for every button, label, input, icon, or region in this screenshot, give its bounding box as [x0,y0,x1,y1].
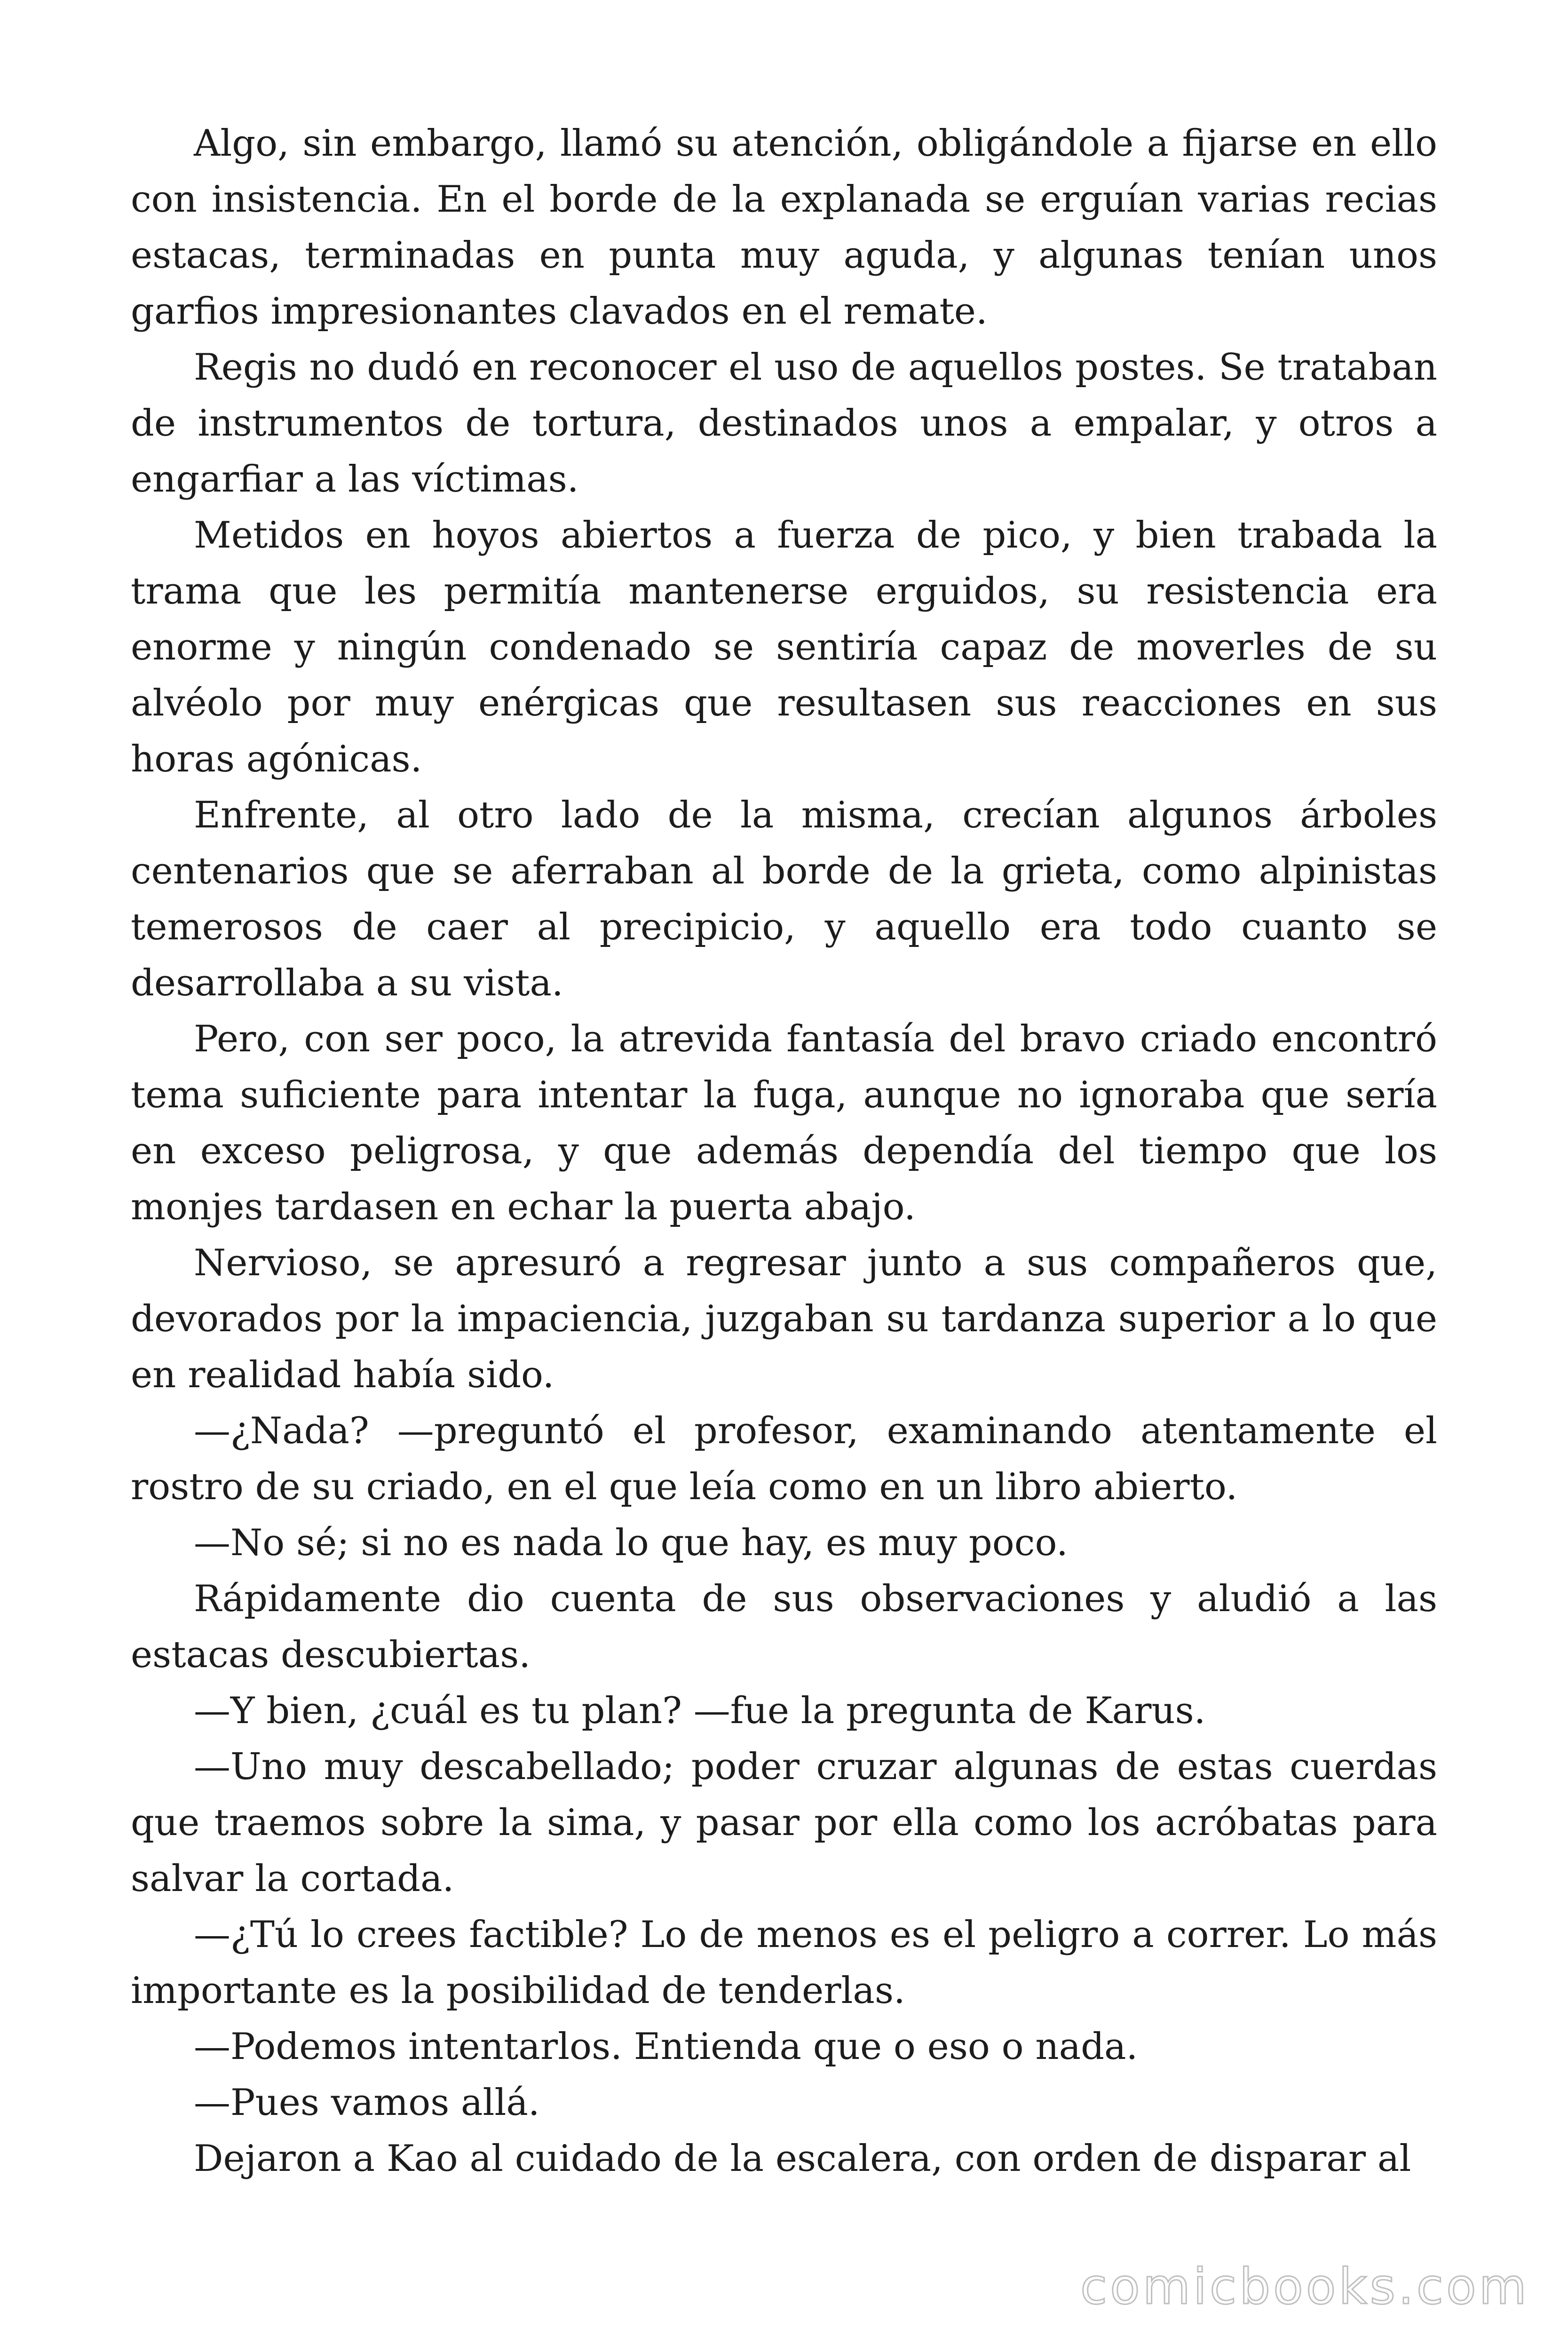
paragraph-4: Enfrente, al otro lado de la misma, crecían algunos árboles centenarios que se aferraban al borde de la grieta, como alpinistas temerosos de caer al precipicio, y aquello era todo cuanto se desarrollaba a su vista. [131,794,1437,1004]
body-text [131,116,1437,2187]
paragraph-2: Regis no dudó en reconocer el uso de aquellos postes. Se trataban de instrumentos de tortura, destinados unos a empalar, y otros a engarfiar a las víctimas. [131,346,1437,501]
paragraph-14: —Pues vamos allá. [194,2082,540,2124]
paragraph-11: —Uno muy descabellado; poder cruzar algunas de estas cuerdas que traemos sobre la sima, y pasar por ella como los acróbatas para salvar la cortada. [131,1746,1437,1900]
paragraph-13: —Podemos intentarlos. Entienda que o eso o nada. [194,2026,1138,2068]
watermark: comicbooks.com [1080,2258,1529,2315]
paragraph-6: Nervioso, se apresuró a regresar junto a sus compañeros que, devorados por la impaciencia, juzgaban su tardanza superior a lo que en realidad había sido. [131,1242,1437,1396]
paragraph-10: —Y bien, ¿cuál es tu plan? —fue la pregunta de Karus. [194,1690,1206,1732]
paragraph-15: Dejaron a Kao al cuidado de la escalera, con orden de disparar al [194,2137,1411,2180]
paragraph-3: Metidos en hoyos abiertos a fuerza de pico, y bien trabada la trama que les permitía mantenerse erguidos, su resistencia era enorme y ningún condenado se sentiría capaz de moverles de su alvéolo por muy enérgicas que resultasen sus reacciones en sus horas agónicas. [131,514,1437,780]
paragraph-7: —¿Nada? —preguntó el profesor, examinando atentamente el rostro de su criado, en el que leía como en un libro abierto. [131,1410,1437,1508]
paragraph-5: Pero, con ser poco, la atrevida fantasía del bravo criado encontró tema suficiente para intentar la fuga, aunque no ignoraba que sería en exceso peligrosa, y que además dependía del tiempo que los monjes tardasen en echar la puerta abajo. [131,1018,1437,1228]
paragraph-9: Rápidamente dio cuenta de sus observaciones y aludió a las estacas descubiertas. [131,1578,1437,1676]
paragraph-8: —No sé; si no es nada lo que hay, es muy poco. [194,1522,1068,1564]
paragraph-12: —¿Tú lo crees factible? Lo de menos es el peligro a correr. Lo más importante es la posibilidad de tenderlas. [131,1914,1437,2012]
paragraph-1: Algo, sin embargo, llamó su atención, obligándole a fijarse en ello con insistencia. En el borde de la explanada se erguían varias recias estacas, terminadas en punta muy aguda, y algunas tenían unos garfios impresionantes clavados en el remate. [131,122,1437,333]
